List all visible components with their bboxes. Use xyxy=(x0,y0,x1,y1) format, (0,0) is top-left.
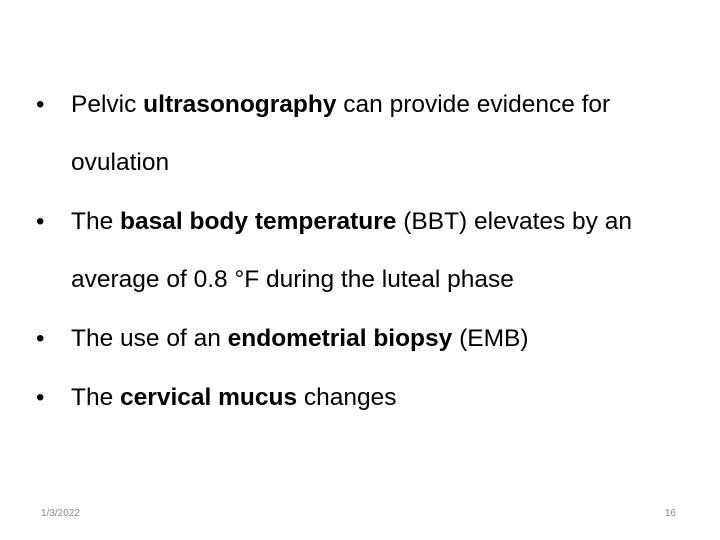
bullet-text-after: changes xyxy=(297,384,397,411)
bullet-ultrasonography xyxy=(36,76,696,192)
bullet-text-after: can provide evidence for ovulation xyxy=(71,91,611,176)
bullet-endometrial-biopsy xyxy=(36,310,696,368)
bullet-dot-icon: • xyxy=(36,91,45,118)
bullet-dot-icon: • xyxy=(36,208,45,235)
bullet-text-bold: ultrasonography xyxy=(143,91,337,118)
bullet-text-before: The use of an xyxy=(71,325,228,352)
page-number: 16 xyxy=(664,508,676,519)
bullet-text-bold: cervical mucus xyxy=(120,384,298,411)
bullet-list xyxy=(36,76,696,428)
footer-date: 1/3/2022 xyxy=(41,508,80,519)
bullet-basal-body-temperature xyxy=(36,193,696,309)
bullet-text-after: (BBT) elevates by an average of 0.8 °F during the luteal phase xyxy=(71,208,632,293)
bullet-text-before: The xyxy=(71,208,121,235)
bullet-text-after: (EMB) xyxy=(452,325,529,352)
bullet-text-bold: endometrial biopsy xyxy=(227,325,453,352)
bullet-dot-icon: • xyxy=(36,384,45,411)
bullet-cervical-mucus xyxy=(36,369,696,427)
bullet-text-before: Pelvic xyxy=(71,91,144,118)
bullet-text-bold: basal body temperature xyxy=(120,208,397,235)
bullet-dot-icon: • xyxy=(36,325,45,352)
bullet-text-before: The xyxy=(71,384,121,411)
